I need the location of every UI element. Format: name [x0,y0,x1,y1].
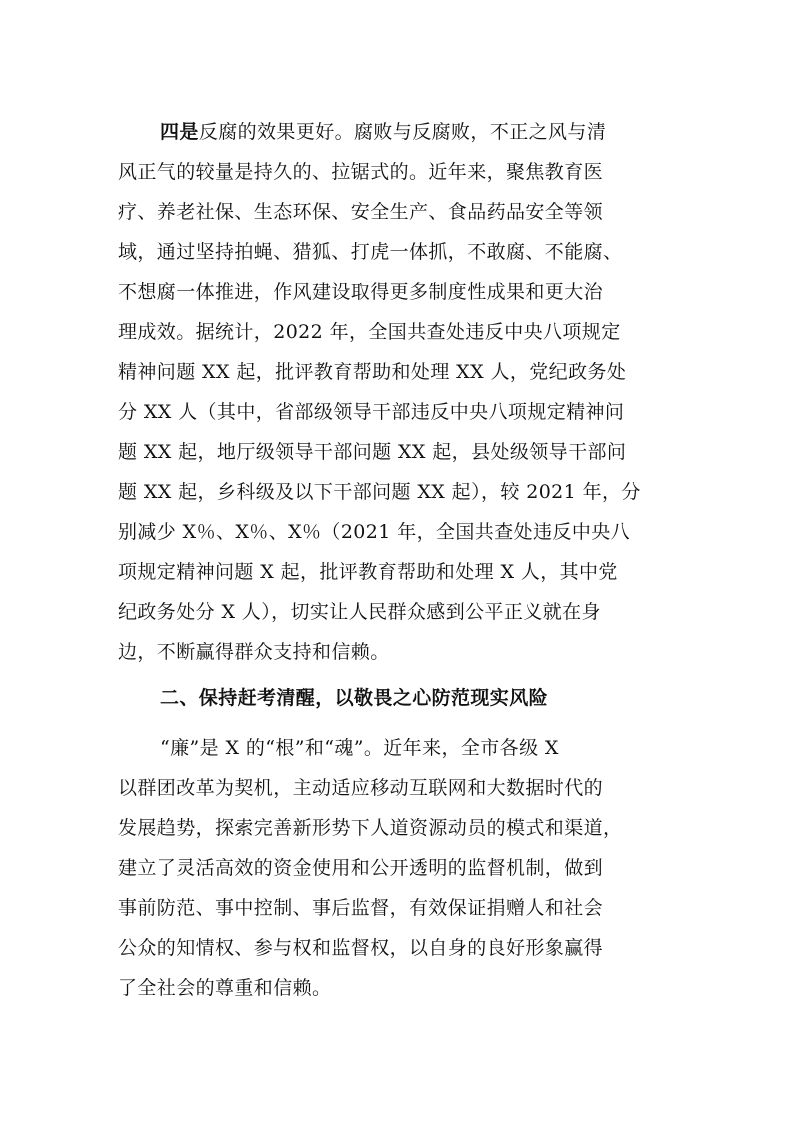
paragraph-line: 精神问题 XX 起，批评教育帮助和处理 XX 人，党纪政务处 [118,361,627,383]
paragraph-line: 风正气的较量是持久的、拉锯式的。近年来，聚焦教育医 [118,161,604,183]
section-heading: 二、保持赶考清醒，以敬畏之心防范现实风险 [160,687,549,709]
paragraph-line: 纪政务处分 X 人），切实让人民群众感到公平正义就在身 [118,601,601,623]
paragraph-line: 不想腐一体推进，作风建设取得更多制度性成果和更大治 [118,281,604,303]
paragraph-line: 分 XX 人（其中，省部级领导干部违反中央八项规定精神问 [118,401,625,423]
paragraph-line: 四是反腐的效果更好。腐败与反腐败，不正之风与清 [160,121,607,143]
paragraph-line: 以群团改革为契机，主动适应移动互联网和大数据时代的 [118,777,604,799]
paragraph-line: 别减少 X％、X％、X％（2021 年，全国共查处违反中央八 [118,521,631,543]
paragraph-lead: 四是 [160,121,199,143]
paragraph-line: 建立了灵活高效的资金使用和公开透明的监督机制，做到 [118,857,604,879]
paragraph-line: 题 XX 起，乡科级及以下干部问题 XX 起），较 2021 年，分 [118,481,641,503]
paragraph-line: 公众的知情权、参与权和监督权，以自身的良好形象赢得 [118,937,604,959]
paragraph-line: 域，通过坚持拍蝇、猎狐、打虎一体抓，不敢腐、不能腐、 [118,241,623,263]
paragraph-line: 疗、养老社保、生态环保、安全生产、食品药品安全等领 [118,201,604,223]
paragraph-line: 事前防范、事中控制、事后监督，有效保证捐赠人和社会 [118,897,604,919]
paragraph-line: 发展趋势，探索完善新形势下人道资源动员的模式和渠道， [118,817,623,839]
paragraph-line: 理成效。据统计，2022 年，全国共查处违反中央八项规定 [118,321,621,343]
paragraph-line: 边，不断赢得群众支持和信赖。 [118,641,390,663]
paragraph-line: “廉”是 X 的“根”和“魂”。近年来，全市各级 X [160,737,559,759]
paragraph-line: 了全社会的尊重和信赖。 [118,977,332,999]
paragraph-line: 项规定精神问题 X 起，批评教育帮助和处理 X 人，其中党 [118,561,618,583]
paragraph-line: 题 XX 起，地厅级领导干部问题 XX 起，县处级领导干部问 [118,441,627,463]
